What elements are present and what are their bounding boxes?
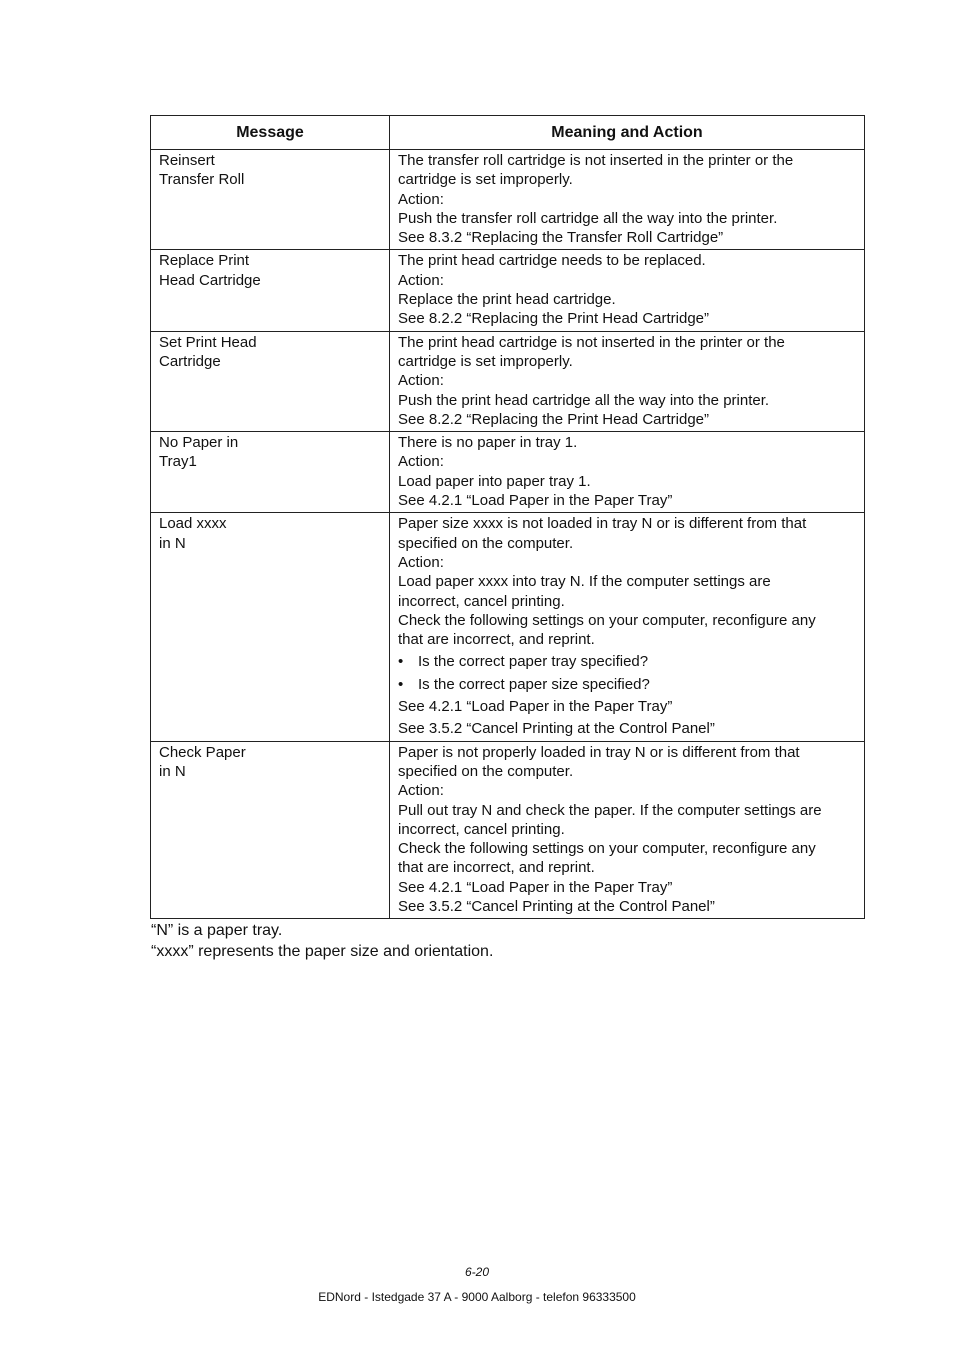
meaning-action-cell bbox=[390, 250, 865, 331]
bullet-text: Is the correct paper size specified? bbox=[418, 675, 650, 693]
description-line: There is no paper in tray 1. bbox=[398, 434, 578, 452]
bullet-marker: • bbox=[398, 675, 404, 693]
message-text: Load xxxx bbox=[159, 515, 227, 533]
meaning-action-cell bbox=[390, 741, 865, 919]
message-text: Set Print Head bbox=[159, 333, 257, 351]
description-line: Load paper xxxx into tray N. If the computer settings are bbox=[398, 573, 771, 591]
table-notes bbox=[151, 920, 493, 962]
message-text: Tray1 bbox=[159, 453, 197, 471]
description-line: The print head cartridge needs to be replaced. bbox=[398, 252, 706, 270]
bullet-item bbox=[398, 652, 856, 671]
page-number: 6-20 bbox=[464, 1265, 490, 1279]
header-message: Message bbox=[151, 116, 390, 150]
message-cell bbox=[151, 331, 390, 431]
note-xxxx: “xxxx” represents the paper size and orientation. bbox=[151, 943, 494, 960]
table-row bbox=[151, 250, 865, 331]
description-line: See 4.2.1 “Load Paper in the Paper Tray” bbox=[398, 698, 673, 716]
description-line: Check the following settings on your computer, reconfigure any bbox=[398, 611, 816, 629]
message-cell bbox=[151, 741, 390, 919]
description-line: Action: bbox=[398, 190, 444, 208]
meaning-action-cell bbox=[390, 331, 865, 431]
description-line: See 3.5.2 “Cancel Printing at the Control Panel” bbox=[398, 897, 715, 915]
table-body bbox=[151, 150, 865, 919]
description-line: Action: bbox=[398, 372, 444, 390]
description-line: Action: bbox=[398, 271, 444, 289]
description-line: Push the print head cartridge all the way into the printer. bbox=[398, 391, 770, 409]
description-line: Action: bbox=[398, 782, 444, 800]
description-line: that are incorrect, and reprint. bbox=[398, 631, 595, 649]
description-line: incorrect, cancel printing. bbox=[398, 820, 565, 838]
description-line: incorrect, cancel printing. bbox=[398, 592, 565, 610]
description-line: Paper is not properly loaded in tray N or is different from that bbox=[398, 743, 800, 761]
bullet-item bbox=[398, 675, 856, 694]
table-row bbox=[151, 331, 865, 431]
description-line: Replace the print head cartridge. bbox=[398, 291, 616, 309]
message-cell bbox=[151, 250, 390, 331]
bullet-marker: • bbox=[398, 653, 404, 671]
description-line: Check the following settings on your computer, reconfigure any bbox=[398, 840, 816, 858]
description-line: that are incorrect, and reprint. bbox=[398, 859, 595, 877]
description-line: See 8.2.2 “Replacing the Print Head Cartridge” bbox=[398, 310, 710, 328]
message-text: Head Cartridge bbox=[159, 271, 261, 289]
note-n: “N” is a paper tray. bbox=[151, 922, 283, 939]
message-text: Check Paper bbox=[159, 743, 246, 761]
page-footer: EDNord - Istedgade 37 A - 9000 Aalborg - telefon 96333500 bbox=[318, 1290, 636, 1304]
description-line: See 4.2.1 “Load Paper in the Paper Tray” bbox=[398, 878, 673, 896]
message-text: Cartridge bbox=[159, 352, 221, 370]
description-line: specified on the computer. bbox=[398, 534, 574, 552]
meaning-action-cell bbox=[390, 513, 865, 741]
table-row bbox=[151, 513, 865, 741]
message-text: in N bbox=[159, 762, 186, 780]
description-line: See 4.2.1 “Load Paper in the Paper Tray” bbox=[398, 492, 673, 510]
bullet-text: Is the correct paper tray specified? bbox=[418, 653, 649, 671]
description-line: See 3.5.2 “Cancel Printing at the Control Panel” bbox=[398, 720, 715, 738]
meaning-action-cell bbox=[390, 432, 865, 513]
message-text: Reinsert bbox=[159, 152, 215, 169]
description-line: Action: bbox=[398, 453, 444, 471]
description-line: Load paper into paper tray 1. bbox=[398, 472, 591, 490]
message-table bbox=[150, 115, 865, 919]
message-text: Transfer Roll bbox=[159, 171, 245, 189]
description-line: Pull out tray N and check the paper. If the computer settings are bbox=[398, 801, 822, 819]
description-line: The transfer roll cartridge is not inserted in the printer or the bbox=[398, 152, 794, 169]
table-header-row bbox=[151, 116, 865, 150]
description-line: cartridge is set improperly. bbox=[398, 171, 573, 189]
description-line: See 8.2.2 “Replacing the Print Head Cartridge” bbox=[398, 410, 710, 428]
description-line: specified on the computer. bbox=[398, 762, 574, 780]
table-row bbox=[151, 432, 865, 513]
message-cell bbox=[151, 432, 390, 513]
table-row bbox=[151, 741, 865, 919]
meaning-action-cell bbox=[390, 150, 865, 250]
message-cell bbox=[151, 513, 390, 741]
message-text: No Paper in bbox=[159, 434, 239, 452]
message-cell bbox=[151, 150, 390, 250]
description-line: The print head cartridge is not inserted in the printer or the bbox=[398, 333, 785, 351]
message-text: Replace Print bbox=[159, 252, 250, 270]
description-line: See 8.3.2 “Replacing the Transfer Roll Cartridge” bbox=[398, 229, 724, 247]
description-line: cartridge is set improperly. bbox=[398, 352, 573, 370]
description-line: Push the transfer roll cartridge all the way into the printer. bbox=[398, 209, 778, 227]
description-line: Paper size xxxx is not loaded in tray N or is different from that bbox=[398, 515, 807, 533]
table-row bbox=[151, 150, 865, 250]
header-meaning-action: Meaning and Action bbox=[390, 116, 865, 150]
message-text: in N bbox=[159, 534, 186, 552]
description-line: Action: bbox=[398, 553, 444, 571]
